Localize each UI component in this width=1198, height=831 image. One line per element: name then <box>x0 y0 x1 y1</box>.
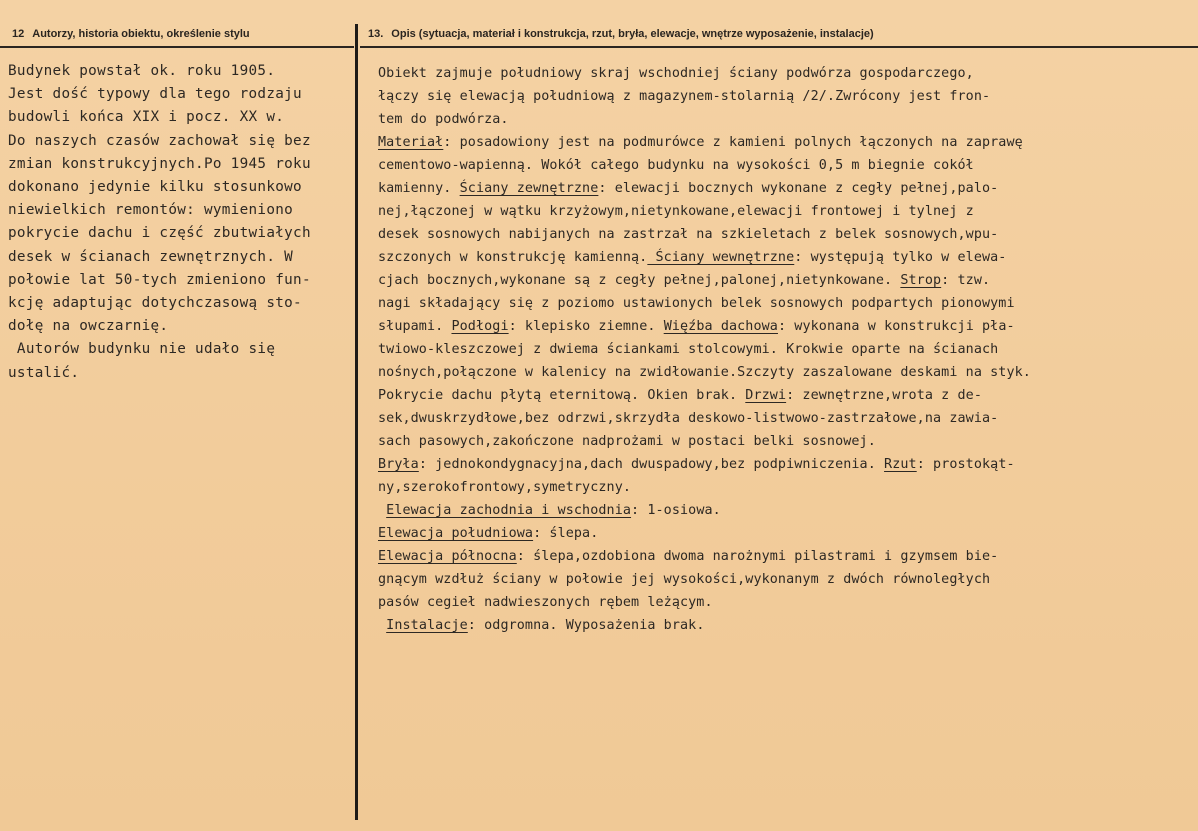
description-segment: : ślepa. <box>533 526 599 541</box>
section-heading: Ściany zewnętrzne <box>459 181 599 196</box>
description-line <box>378 430 876 453</box>
description-segment: słupami. <box>378 319 452 334</box>
description-line <box>378 62 974 85</box>
description-line <box>378 246 1006 269</box>
description-segment: sach pasowych,zakończone nadprożami w postaci belki sosnowej. <box>378 434 876 449</box>
history-line: desek w ścianach zewnętrznych. W <box>8 248 294 265</box>
right-column <box>360 0 1198 831</box>
description-segment: : klepisko ziemne. <box>508 319 664 334</box>
description-segment: nośnych,połączone w kalenicy na zwidłowanie.Szczyty zaszalowane deskami na styk. <box>378 365 1031 380</box>
description-segment: : posadowiony jest na podmurówce z kamieni polnych łączonych na zaprawę <box>443 135 1023 150</box>
section-heading: Drzwi <box>745 388 787 403</box>
left-header-number: 12 <box>12 28 25 40</box>
left-header-title: Autorzy, historia obiektu, określenie stylu <box>32 28 250 40</box>
description-segment: twiowo-kleszczowej z dwiema ściankami stolcowymi. Krokwie oparte na ścianach <box>378 342 999 357</box>
description-segment: : występują tylko w elewa- <box>794 250 1007 265</box>
description-segment: pasów cegieł nadwieszonych rębem leżącym. <box>378 595 713 610</box>
description-line <box>378 591 713 614</box>
description-segment: łączy się elewacją południową z magazynem-stolarnią /2/.Zwrócony jest fron- <box>378 89 991 104</box>
description-segment: ny,szerokofrontowy,symetryczny. <box>378 480 632 495</box>
description-segment: : ślepa,ozdobiona dwoma narożnymi pilastrami i gzymsem bie- <box>516 549 999 564</box>
section-heading: Materiał <box>378 135 444 150</box>
description-line <box>378 131 1023 154</box>
history-line: zmian konstrukcyjnych.Po 1945 roku <box>8 155 311 172</box>
left-column-header <box>12 28 250 40</box>
description-line <box>378 499 721 522</box>
description-segment: : prostokąt- <box>916 457 1015 472</box>
description-segment: desek sosnowych nabijanych na zastrzał na szkieletach z belek sosnowych,wpu- <box>378 227 999 242</box>
description-line <box>378 545 998 568</box>
history-line: ustalić. <box>8 364 80 381</box>
description-line <box>378 108 509 131</box>
description-segment: Pokrycie dachu płytą eternitową. Okien brak. <box>378 388 746 403</box>
history-line: kcję adaptując dotychczasową sto- <box>8 295 302 311</box>
section-heading: Podłogi <box>451 319 509 334</box>
description-line <box>378 568 990 591</box>
description-line <box>378 200 974 223</box>
history-line: budowli końca XIX i pocz. XX w. <box>8 109 285 126</box>
description-segment: : zewnętrzne,wrota z de- <box>786 388 982 403</box>
left-header-rule <box>0 46 354 48</box>
description-line <box>378 476 631 499</box>
description-line <box>378 85 990 108</box>
section-heading: Elewacja zachodnia i wschodnia <box>386 503 632 518</box>
column-divider <box>355 24 358 820</box>
description-segment: sek,dwuskrzydłowe,bez odrzwi,skrzydła deskowo-listwowo-zastrzałowe,na zawia- <box>378 411 999 426</box>
description-segment: cjach bocznych,wykonane są z cegły pełnej,palonej,nietynkowane. <box>378 273 901 288</box>
history-line: połowie lat 50-tych zmieniono fun- <box>8 271 311 288</box>
section-heading: Instalacje <box>386 618 468 633</box>
description-segment: : tzw. <box>941 273 991 288</box>
history-line: Budynek powstał ok. roku 1905. <box>8 63 276 79</box>
description-segment: : 1-osiowa. <box>631 503 721 518</box>
description-line <box>378 453 1015 476</box>
description-segment: szczonych w konstrukcję kamienną. <box>378 250 648 265</box>
description-segment: Obiekt zajmuje południowy skraj wschodniej ściany podwórza gospodarczego, <box>378 66 974 81</box>
description-line <box>378 384 982 407</box>
right-header-title: Opis (sytuacja, materiał i konstrukcja, rzut, bryła, elewacje, wnętrze wyposażenie, instalacje) <box>391 28 874 40</box>
description-line <box>378 522 598 545</box>
description-segment: kamienny. <box>378 181 460 196</box>
history-line: niewielkich remontów: wymieniono <box>8 202 294 219</box>
section-heading: Strop <box>900 273 942 288</box>
description-line <box>378 407 998 430</box>
section-heading: Elewacja północna <box>378 549 517 564</box>
right-header-number: 13. <box>368 28 384 40</box>
description-line <box>378 292 1015 315</box>
history-line: Jest dość typowy dla tego rodzaju <box>8 86 302 103</box>
description-segment: : elewacji bocznych wykonane z cegły pełnej,palo- <box>598 181 999 196</box>
right-column-header <box>368 28 874 40</box>
description-segment: : wykonana w konstrukcji pła- <box>777 319 1015 334</box>
description-line <box>378 269 990 292</box>
description-segment: gnącym wzdłuż ściany w połowie jej wysokości,wykonanym z dwóch równoległych <box>378 572 991 587</box>
history-line: Do naszych czasów zachował się bez <box>8 132 311 149</box>
description-segment <box>378 618 386 633</box>
section-heading: Rzut <box>884 457 917 472</box>
description-line <box>378 223 998 246</box>
description-line <box>378 338 998 361</box>
section-heading: Ściany wewnętrzne <box>647 250 795 265</box>
section-heading: Elewacja południowa <box>378 526 534 541</box>
description-segment: nagi składający się z poziomo ustawionych belek sosnowych podpartych pionowymi <box>378 296 1015 311</box>
description-segment: cementowo-wapienną. Wokół całego budynku na wysokości 0,5 m biegnie cokół <box>378 158 974 173</box>
description-line <box>378 614 705 637</box>
history-line: dołę na owczarnię. <box>8 318 169 335</box>
description-segment: nej,łączonej w wątku krzyżowym,nietynkowane,elewacji frontowej i tylnej z <box>378 204 974 219</box>
description-line <box>378 315 1015 338</box>
description-segment: : odgromna. Wyposażenia brak. <box>467 618 705 633</box>
history-line: Autorów budynku nie udało się <box>8 341 276 358</box>
section-heading: Bryła <box>378 457 419 472</box>
section-heading: Więźba dachowa <box>663 319 778 334</box>
description-line <box>378 361 1031 384</box>
description-segment: : jednokondygnacyjna,dach dwuspadowy,bez podpiwniczenia. <box>418 457 885 472</box>
description-segment: tem do podwórza. <box>378 112 509 127</box>
description-line <box>378 154 974 177</box>
history-line: dokonano jedynie kilku stosunkowo <box>8 179 302 195</box>
left-column <box>0 0 354 831</box>
history-line: pokrycie dachu i część zbutwiałych <box>8 225 311 242</box>
description-line <box>378 177 998 200</box>
description-segment <box>378 503 386 518</box>
